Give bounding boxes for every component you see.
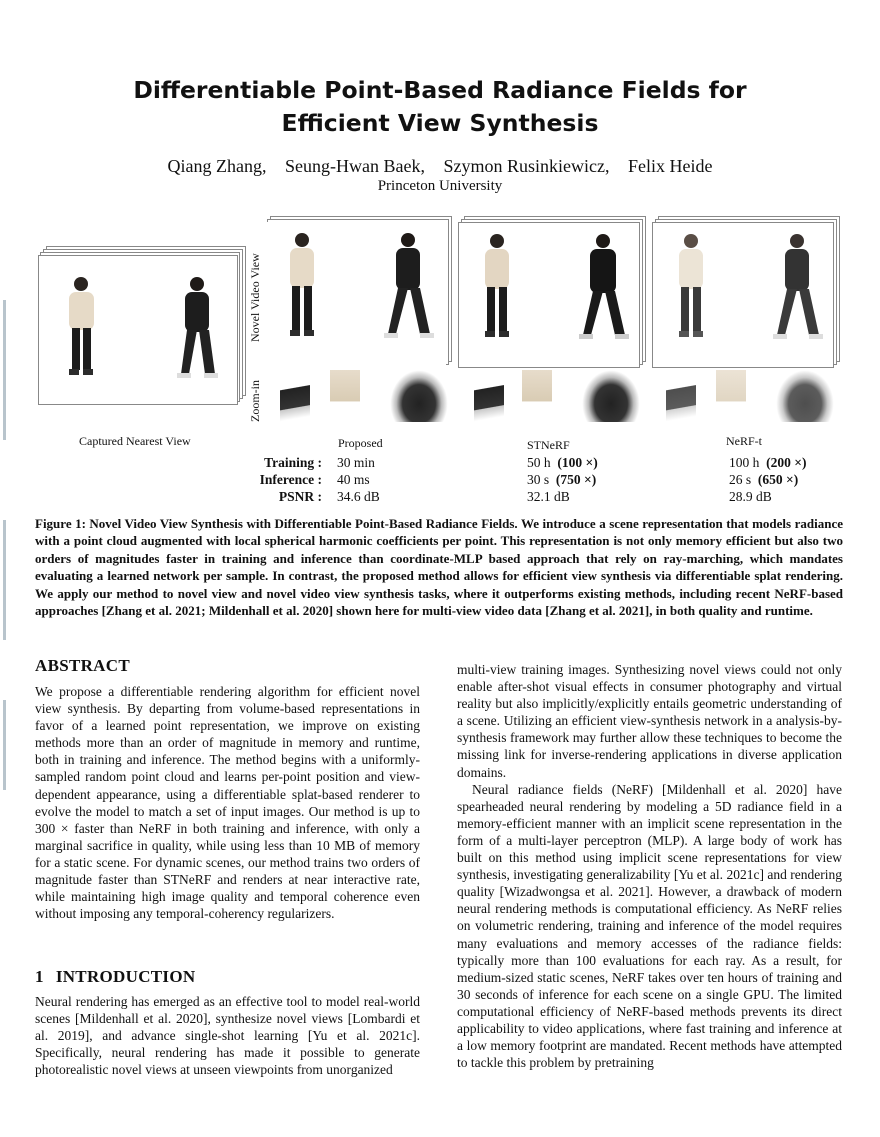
proposed-stack <box>264 216 454 376</box>
nerft-training-speedup: (200 ×) <box>766 455 807 470</box>
figure-caption: Figure 1: Novel Video View Synthesis with Differentiable Point-Based Radiance Fields. We introduce a scene representation that models radiance with a point cloud augmented with local spherical harmonic coefficients per point. This representation is not only memory efficient but also two orders of magnitudes faster in training and inference than coordinate-MLP based approach that rely on ray-marching, which mandates evaluating a learned network per sample. In contrast, the proposed method allows for efficient view synthesis via differentiable splat rendering. We apply our method to novel view and novel video view synthesis tasks, where it outperforms existing methods, including recent NeRF-based approaches [Zhang et al. 2021; Mildenhall et al. 2020] shown here for multi-view video data [Zhang et al. 2021], in both quality and runtime. <box>35 516 843 619</box>
side-label-zoom: Zoom-in <box>248 380 262 422</box>
nerft-stack <box>652 216 842 376</box>
affiliation: Princeton University <box>377 178 503 194</box>
nerft-zoom-1 <box>666 370 696 422</box>
method-label-stnerf: STNeRF <box>527 438 570 452</box>
proposed-zoom-3 <box>390 370 448 422</box>
intro-paragraph: Neural rendering has emerged as an effective tool to model real-world scenes [Mildenhall et al. 2020], synthesize novel views [Lombardi et al. 2019], and advance single-shot learning [Yu et al. 2021c]. Specifically, neural rendering has made it possible to generate photorealistic novel views at unseen viewpoints from unorganized <box>35 994 420 1078</box>
stnerf-inference <box>527 472 596 488</box>
margin-mark <box>3 300 6 440</box>
proposed-zoom-2 <box>330 370 360 422</box>
margin-mark <box>3 700 6 790</box>
nerft-psnr: 28.9 dB <box>729 489 772 504</box>
stnerf-training-value: 50 h <box>527 455 551 470</box>
title-line-2: Efficient View Synthesis <box>281 109 599 137</box>
nerft-training-value: 100 h <box>729 455 760 470</box>
stnerf-zoom-3 <box>582 370 640 422</box>
author: Qiang Zhang, <box>167 156 267 176</box>
stnerf-zoom-1 <box>474 370 504 422</box>
margin-mark <box>3 520 6 640</box>
proposed-training: 30 min <box>337 455 375 470</box>
stnerf-training <box>527 455 598 471</box>
stnerf-novel-view <box>458 222 640 368</box>
proposed-psnr: 34.6 dB <box>337 489 380 504</box>
author: Szymon Rusinkiewicz, <box>443 156 610 176</box>
intro-number: 1 <box>35 967 44 986</box>
intro-paragraph: multi-view training images. Synthesizing novel views could not only enable after-shot visual effects in consumer photography and virtual reality but also implicitly/explicitly entails geometric understanding of a scene. Utilizing an efficient view-synthesis network in a analysis-by-synthesis framework may further allow these techniques to become the missing link for inverse-rendering applications in diverse application domains. <box>457 662 842 780</box>
captured-view-label: Captured Nearest View <box>79 434 191 448</box>
intro-title: INTRODUCTION <box>55 967 196 986</box>
row-label-psnr: PSNR : <box>278 489 322 504</box>
nerft-zoom-2 <box>716 370 746 422</box>
proposed-novel-view <box>264 222 446 368</box>
method-label-proposed: Proposed <box>338 436 383 450</box>
captured-people-image <box>39 256 239 406</box>
proposed-render-image <box>264 222 446 368</box>
nerft-novel-view <box>652 222 834 368</box>
abstract-body <box>35 683 420 922</box>
row-label-training: Training : <box>264 455 322 470</box>
intro-col1 <box>35 993 420 1078</box>
nerft-inference-value: 26 s <box>729 472 752 487</box>
row-label-inference: Inference : <box>259 472 322 487</box>
abstract-heading: ABSTRACT <box>35 656 130 675</box>
stnerf-zoom-2 <box>522 370 552 422</box>
intro-heading <box>35 967 195 987</box>
stnerf-inference-speedup: (750 ×) <box>555 472 597 487</box>
stnerf-stack <box>458 216 648 376</box>
abstract-text: We propose a differentiable rendering algorithm for efficient novel view synthesis. By departing from volume-based representations in favor of a learned point representation, we improve on existing methods more than an order of magnitude in memory and runtime, both in training and inference. The method begins with a uniformly-sampled random point cloud and learns per-point position and view-dependent appearance, using a differentiable splat-based renderer to evolve the model to match a set of input images. Our method is up to 300 × faster than NeRF in both training and inference, with only a marginal sacrifice in quality, while using less than 10 MB of memory for a static scene. For dynamic scenes, our method trains two orders of magnitude faster than STNeRF and renders at near interactive rate, while maintaining high image quality and temporal coherence even without imposing any temporal-coherency regularizers. <box>35 684 420 922</box>
author: Seung-Hwan Baek, <box>285 156 425 176</box>
nerft-inference-speedup: (650 ×) <box>757 472 799 487</box>
stnerf-render-image <box>459 223 641 369</box>
side-label-novel: Novel Video View <box>248 253 262 342</box>
proposed-zoom-1 <box>280 370 310 422</box>
stnerf-psnr: 32.1 dB <box>527 489 570 504</box>
intro-col2 <box>457 661 842 1071</box>
nerft-training <box>729 455 806 471</box>
nerft-render-image <box>653 223 835 369</box>
title-line-1: Differentiable Point-Based Radiance Fields for <box>133 76 747 104</box>
nerft-inference <box>729 472 798 488</box>
intro-paragraph: Neural radiance fields (NeRF) [Mildenhall et al. 2020] have spearheaded neural rendering by modeling a 5D radiance field in a memory-efficient manner with an implicit scene representation in the form of a multi-layer perceptron (MLP). A large body of work has built on this method using implicit scene representations for view synthesis, investigating generalizability [Yu et al. 2021c] and rendering quality [Wizadwongsa et al. 2021]. However, a drawback of modern neural rendering methods is computational efficiency. As NeRF relies on volumetric rendering, training and inference of the model requires many evaluations and memory accesses of the radiance fields: typically more than 100 evaluations for each ray. As a result, for medium-sized static scenes, NeRF takes over ten hours of training and 30 seconds of inference for each scene on a single GPU. The limited computational efficiency of NeRF-based methods prevents its direct applicability to video applications, where fast training and inference at a low memory footprint are mandated. Recent methods have attempted to tackle this problem by pretraining <box>457 781 842 1071</box>
paper-title <box>0 74 880 140</box>
author-list <box>0 156 880 177</box>
proposed-inference: 40 ms <box>337 472 370 487</box>
captured-view-stack <box>38 246 248 406</box>
captured-view-image <box>38 255 238 405</box>
author: Felix Heide <box>627 156 713 176</box>
nerft-zoom-3 <box>776 370 834 422</box>
method-label-nerft: NeRF-t <box>726 434 762 448</box>
stnerf-training-speedup: (100 ×) <box>557 455 598 470</box>
stnerf-inference-value: 30 s <box>527 472 550 487</box>
